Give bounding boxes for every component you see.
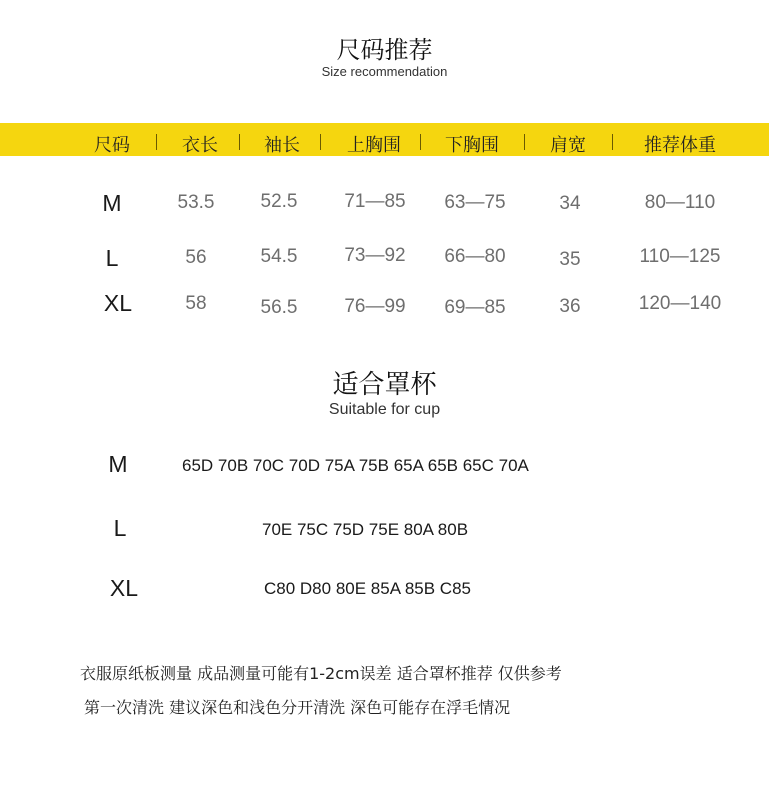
table-cell: 53.5 [177, 192, 215, 213]
note-measurement: 衣服原纸板测量 成品测量可能有1-2cm误差 适合罩杯推荐 仅供参考 [80, 664, 562, 683]
header-divider [156, 134, 157, 150]
table-cell: 110—125 [639, 246, 721, 267]
header-length: 衣长 [182, 135, 218, 156]
header-bust: 上胸围 [347, 135, 401, 156]
table-cell: 56.5 [260, 297, 298, 318]
header-divider [420, 134, 421, 150]
table-cell: 35 [559, 249, 581, 270]
cup-section-subtitle: Suitable for cup [328, 401, 441, 418]
header-sleeve: 袖长 [264, 135, 300, 156]
note-washing: 第一次清洗 建议深色和浅色分开清洗 深色可能存在浮毛情况 [84, 698, 511, 717]
header-divider [524, 134, 525, 150]
cup-size-label: L [113, 515, 127, 541]
table-cell: 73—92 [344, 245, 406, 266]
header-divider [239, 134, 240, 150]
row-size-label: XL [103, 290, 133, 316]
table-cell: 120—140 [638, 293, 722, 314]
table-cell: 58 [185, 293, 207, 314]
header-underbust: 下胸围 [445, 135, 499, 156]
size-section-title: 尺码推荐 [336, 36, 433, 64]
table-cell: 52.5 [260, 191, 298, 212]
cup-size-label: M [108, 451, 128, 477]
header-divider [612, 134, 613, 150]
table-cell: 34 [559, 193, 581, 214]
header-divider [320, 134, 321, 150]
cup-size-label: XL [109, 575, 139, 601]
table-cell: 56 [185, 247, 207, 268]
table-cell: 54.5 [260, 246, 298, 267]
table-cell: 76—99 [344, 296, 406, 317]
size-section-subtitle: Size recommendation [321, 64, 448, 79]
row-size-label: L [105, 245, 119, 271]
row-size-label: M [102, 190, 122, 216]
table-cell: 36 [559, 296, 581, 317]
table-cell: 69—85 [444, 297, 506, 318]
table-cell: 63—75 [444, 192, 506, 213]
header-size: 尺码 [94, 135, 130, 156]
table-cell: 71—85 [344, 191, 406, 212]
cup-values: 65D 70B 70C 70D 75A 75B 65A 65B 65C 70A [182, 456, 529, 475]
cup-values: 70E 75C 75D 75E 80A 80B [262, 520, 469, 539]
header-shoulder: 肩宽 [550, 135, 586, 156]
table-cell: 80—110 [644, 192, 716, 213]
header-weight: 推荐体重 [644, 135, 716, 156]
table-cell: 66—80 [444, 246, 506, 267]
cup-values: C80 D80 80E 85A 85B C85 [264, 579, 471, 598]
cup-section-title: 适合罩杯 [332, 370, 437, 400]
